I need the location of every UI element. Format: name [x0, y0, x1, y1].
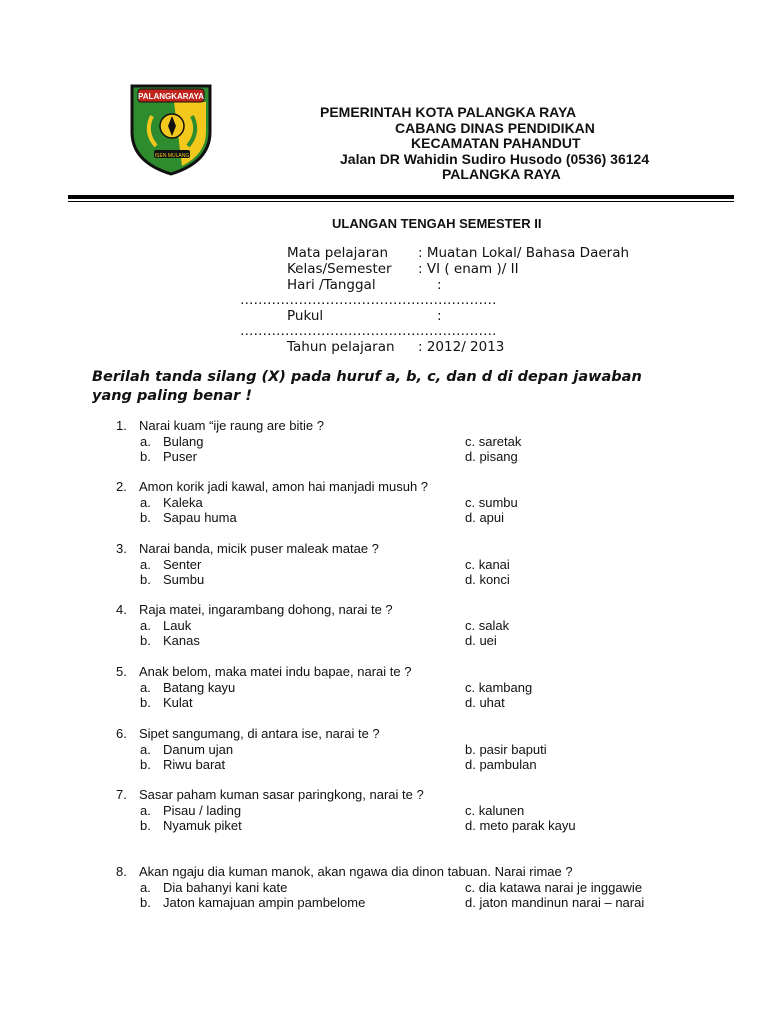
subject-label: Mata pelajaran — [287, 245, 389, 261]
option-a: Bulang — [163, 433, 204, 449]
instruction-text: Berilah tanda silang (X) pada huruf a, b, c, dan d di depan jawaban yang paling benar ! — [92, 369, 642, 404]
option-c: c. kalunen — [465, 802, 525, 818]
option-c: c. saretak — [465, 433, 522, 449]
question-number: 7. — [116, 787, 127, 802]
question-6 — [116, 726, 676, 773]
option-b: Jaton kamajuan ampin pambelome — [163, 895, 366, 910]
option-a: Batang kayu — [163, 679, 236, 695]
question-5 — [116, 664, 676, 711]
option-a-label: a. — [140, 741, 151, 757]
option-c: c. sumbu — [465, 494, 518, 510]
question-number: 5. — [116, 664, 127, 679]
question-text: Sipet sangumang, di antara ise, narai te ? — [139, 726, 380, 741]
option-a: Senter — [163, 556, 202, 572]
header-address: Jalan DR Wahidin Sudiro Husodo (0536) 36124 — [340, 151, 650, 167]
option-a-label: a. — [140, 617, 151, 633]
svg-text:PALANGKARAYA: PALANGKARAYA — [138, 92, 204, 101]
option-b-label: b. — [140, 757, 151, 772]
option-d: d. apui — [465, 510, 505, 525]
option-a-label: a. — [140, 433, 151, 449]
option-a: Danum ujan — [163, 741, 234, 757]
time-value: : — [437, 308, 442, 324]
option-a-label: a. — [140, 494, 151, 510]
option-c: c. kanai — [465, 556, 510, 572]
question-8 — [116, 864, 676, 911]
option-a-label: a. — [140, 802, 151, 818]
option-a: Lauk — [163, 617, 192, 633]
city-emblem-logo — [128, 80, 214, 176]
class-label: Kelas/Semester — [287, 261, 392, 277]
option-a: Pisau / lading — [163, 802, 242, 818]
day-label: Hari /Tanggal — [287, 277, 376, 293]
question-number: 4. — [116, 602, 127, 617]
day-value: : — [437, 277, 442, 293]
option-b: Sapau huma — [163, 510, 237, 525]
letterhead-divider-thick — [68, 195, 734, 199]
option-a: Dia bahanyi kani kate — [163, 879, 288, 895]
year-value: : 2012/ 2013 — [418, 339, 505, 355]
question-3 — [116, 541, 676, 588]
option-b-label: b. — [140, 633, 151, 648]
option-c: c. dia katawa narai je inggawie — [465, 879, 643, 895]
question-text: Narai banda, micik puser maleak matae ? — [139, 541, 379, 556]
question-1 — [116, 418, 676, 465]
question-number: 2. — [116, 479, 127, 494]
option-c: c. salak — [465, 617, 510, 633]
question-text: Sasar paham kuman sasar paringkong, narai te ? — [139, 787, 424, 802]
option-d: d. pambulan — [465, 757, 537, 772]
question-4 — [116, 602, 676, 649]
question-number: 8. — [116, 864, 127, 879]
option-c: b. pasir baputi — [465, 741, 547, 757]
option-b: Kulat — [163, 695, 193, 710]
question-number: 6. — [116, 726, 127, 741]
header-government: PEMERINTAH KOTA PALANGKA RAYA — [320, 104, 577, 120]
header-city: PALANGKA RAYA — [442, 166, 561, 182]
option-b-label: b. — [140, 572, 151, 587]
question-number: 1. — [116, 418, 127, 433]
option-d: d. uhat — [465, 695, 505, 710]
question-2 — [116, 479, 676, 526]
option-d: d. konci — [465, 572, 510, 587]
option-a-label: a. — [140, 679, 151, 695]
exam-title: ULANGAN TENGAH SEMESTER II — [332, 216, 542, 231]
question-text: Akan ngaju dia kuman manok, akan ngawa dia dinon tabuan. Narai rimae ? — [139, 864, 573, 879]
option-b: Riwu barat — [163, 757, 226, 772]
option-b-label: b. — [140, 510, 151, 525]
svg-text:ISEN MULANG: ISEN MULANG — [154, 153, 190, 159]
header-district: KECAMATAN PAHANDUT — [411, 135, 581, 151]
option-a-label: a. — [140, 556, 151, 572]
option-d: d. pisang — [465, 449, 518, 464]
time-dotted-line: ………………………………………………… — [240, 323, 497, 339]
option-b-label: b. — [140, 818, 151, 833]
subject-value: : Muatan Lokal/ Bahasa Daerah — [418, 245, 630, 261]
header-department: CABANG DINAS PENDIDIKAN — [395, 120, 595, 136]
question-text: Narai kuam “ije raung are bitie ? — [139, 418, 324, 433]
option-d: d. meto parak kayu — [465, 818, 576, 833]
class-value: : VI ( enam )/ II — [418, 261, 519, 277]
option-b-label: b. — [140, 695, 151, 710]
question-text: Raja matei, ingarambang dohong, narai te ? — [139, 602, 393, 617]
year-label: Tahun pelajaran — [287, 339, 395, 355]
time-label: Pukul — [287, 308, 324, 324]
option-a: Kaleka — [163, 494, 203, 510]
option-b: Puser — [163, 449, 197, 464]
option-b-label: b. — [140, 895, 151, 910]
question-number: 3. — [116, 541, 127, 556]
option-b: Sumbu — [163, 572, 205, 587]
day-dotted-line: ………………………………………………… — [240, 292, 497, 308]
option-c: c. kambang — [465, 679, 533, 695]
option-a-label: a. — [140, 879, 151, 895]
question-text: Anak belom, maka matei indu bapae, narai te ? — [139, 664, 412, 679]
option-b: Kanas — [163, 633, 200, 648]
question-text: Amon korik jadi kawal, amon hai manjadi musuh ? — [139, 479, 429, 494]
option-d: d. jaton mandinun narai – narai — [465, 895, 645, 910]
option-b: Nyamuk piket — [163, 818, 242, 833]
option-d: d. uei — [465, 633, 497, 648]
option-b-label: b. — [140, 449, 151, 464]
letterhead-divider-thin — [68, 201, 734, 202]
question-7 — [116, 787, 676, 834]
